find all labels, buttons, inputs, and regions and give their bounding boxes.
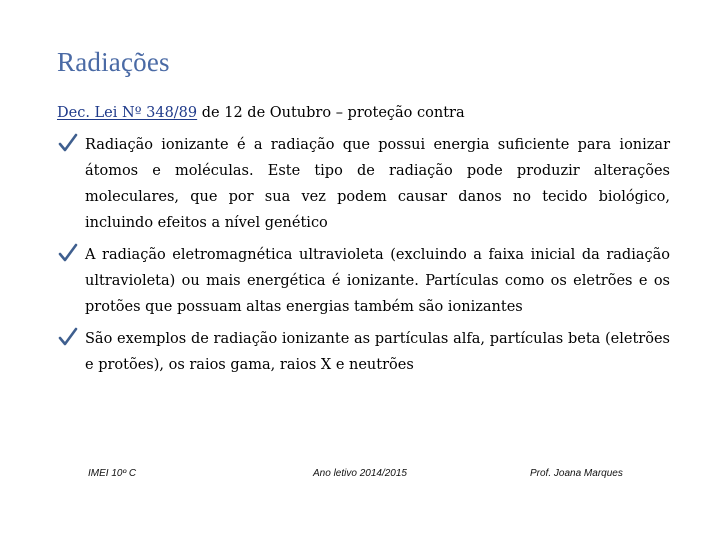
checkmark-icon <box>57 132 79 154</box>
footer-teacher: Prof. Joana Marques <box>530 468 623 479</box>
bullet-text: A radiação eletromagnética ultravioleta (excluindo a faixa inicial da radiação ultravioleta) ou mais energética é ionizante. Partículas como os eletrões e os protões que possuam altas energias também são ionizantes <box>85 247 670 315</box>
bullet-list <box>57 132 670 378</box>
bullet-item <box>57 242 670 320</box>
bullet-text: Radiação ionizante é a radiação que possui energia suficiente para ionizar átomos e moléculas. Este tipo de radiação pode produzir alterações moleculares, que por sua vez podem causar danos no tecido biológico, incluindo efeitos a nível genético <box>85 137 670 231</box>
bullet-item <box>57 132 670 236</box>
checkmark-icon <box>57 242 79 264</box>
bullet-text: São exemplos de radiação ionizante as partículas alfa, partículas beta (eletrões e protões), os raios gama, raios X e neutrões <box>85 331 670 373</box>
footer-school-year: Ano letivo 2014/2015 <box>313 468 407 479</box>
decree-law-link[interactable]: Dec. Lei Nº 348/89 <box>57 105 198 121</box>
checkmark-icon <box>57 326 79 348</box>
subtitle-text: de 12 de Outubro – proteção contra <box>197 105 465 121</box>
footer-class: IMEI 10º C <box>88 468 137 479</box>
bullet-item <box>57 326 670 378</box>
slide-title: Radiações <box>57 47 170 77</box>
slide-subtitle <box>57 105 465 121</box>
